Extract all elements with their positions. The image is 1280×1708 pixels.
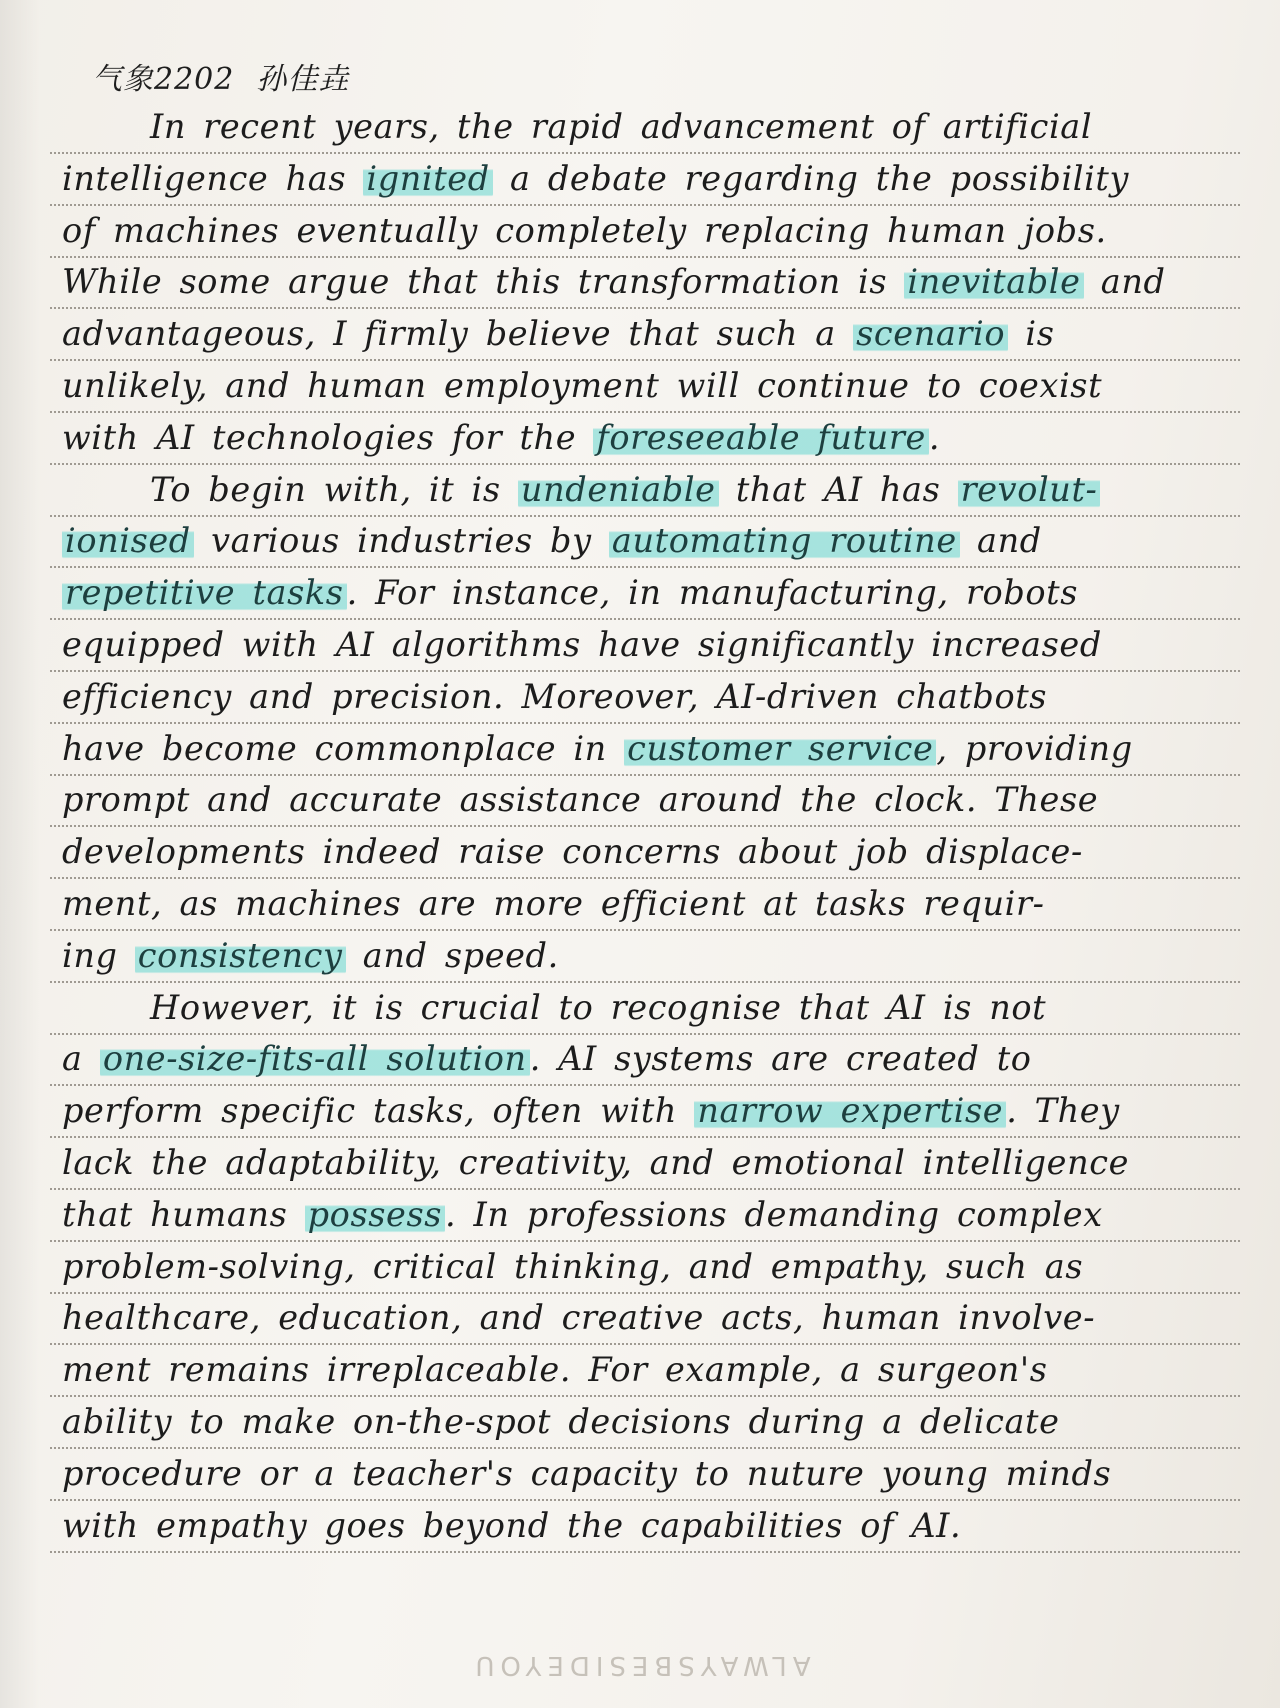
highlighted-phrase: possess: [305, 1195, 445, 1234]
text-segment: various industries by: [193, 521, 609, 561]
highlighted-phrase: scenario: [853, 314, 1008, 353]
essay-line: [50, 1343, 1240, 1397]
essay-line: [50, 463, 1240, 517]
text-segment: have become commonplace in: [62, 728, 625, 768]
text-segment: that humans: [62, 1194, 305, 1234]
text-segment: ment remains irreplaceable. For example, a surgeon's: [62, 1350, 1048, 1390]
essay-line: [50, 1395, 1240, 1449]
essay-line: [50, 100, 1240, 154]
text-segment: problem-solving, critical thinking, and empathy, such as: [62, 1246, 1084, 1286]
essay-line: [50, 1084, 1240, 1138]
text-segment: efficiency and precision. Moreover, AI-driven chatbots: [62, 676, 1048, 716]
essay-line: [50, 152, 1240, 206]
essay-line: [50, 877, 1240, 931]
footer-brand: ALWAYSBESIDEYOU: [469, 1650, 811, 1680]
highlighted-phrase: consistency: [135, 936, 346, 975]
essay-line: [50, 825, 1240, 879]
text-segment: advantageous, I firmly believe that such a: [62, 314, 854, 354]
essay-line: [50, 411, 1240, 465]
text-segment: ing: [62, 935, 135, 975]
essay-line: [50, 1136, 1240, 1190]
text-segment: a debate regarding the possibility: [492, 158, 1129, 198]
text-segment: a: [62, 1039, 100, 1079]
highlighted-phrase: revolut-: [958, 470, 1101, 509]
essay-line: [50, 773, 1240, 827]
essay-line: [50, 722, 1240, 776]
text-segment: ment, as machines are more efficient at tasks requir-: [62, 884, 1045, 923]
highlighted-phrase: ignited: [363, 159, 492, 198]
highlighted-phrase: ionised: [62, 521, 194, 560]
text-segment: healthcare, education, and creative acts, human involve-: [62, 1298, 1096, 1338]
text-segment: However, it is crucial to recognise that AI is not: [150, 987, 1047, 1027]
essay-line: [50, 1240, 1240, 1294]
text-segment: and speed.: [345, 935, 559, 975]
essay-line: [50, 255, 1240, 309]
text-segment: procedure or a teacher's capacity to nuture young minds: [62, 1453, 1112, 1493]
essay-line: [50, 204, 1240, 258]
essay-line: [50, 929, 1240, 983]
text-segment: . They: [1006, 1091, 1120, 1131]
essay-line: [50, 1188, 1240, 1242]
class-label: 气象2202: [92, 62, 235, 97]
essay-line: [50, 307, 1240, 361]
text-segment: developments indeed raise concerns about job displace-: [62, 832, 1083, 872]
essay-line: [50, 1447, 1240, 1501]
highlighted-phrase: narrow expertise: [694, 1091, 1006, 1130]
highlighted-phrase: undeniable: [518, 470, 719, 509]
essay-line: [50, 670, 1240, 724]
highlighted-phrase: repetitive tasks: [62, 573, 347, 612]
text-segment: equipped with AI algorithms have significantly increased: [62, 625, 1102, 664]
text-segment: To begin with, it is: [150, 469, 518, 509]
text-segment: unlikely, and human employment will continue to coexist: [62, 366, 1103, 405]
text-segment: that AI has: [718, 469, 958, 509]
essay-line: [50, 566, 1240, 620]
text-segment: is: [1008, 314, 1055, 354]
text-segment: In recent years, the rapid advancement of artificial: [150, 107, 1093, 146]
essay-line: [50, 618, 1240, 672]
text-segment: . For instance, in manufacturing, robots: [346, 573, 1078, 613]
essay-line: [50, 1032, 1240, 1086]
text-segment: While some argue that this transformation is: [62, 262, 905, 302]
text-segment: and: [959, 521, 1042, 561]
text-segment: prompt and accurate assistance around the clock. These: [62, 780, 1099, 820]
text-segment: and: [1083, 262, 1166, 302]
highlighted-phrase: customer service: [624, 729, 936, 768]
text-segment: lack the adaptability, creativity, and emotional intelligence: [62, 1143, 1130, 1182]
text-segment: perform specific tasks, often with: [62, 1091, 695, 1131]
text-segment: .: [928, 417, 941, 457]
text-segment: with AI technologies for the: [62, 417, 594, 457]
text-segment: ability to make on-the-spot decisions during a delicate: [62, 1402, 1060, 1441]
highlighted-phrase: inevitable: [904, 262, 1083, 301]
highlighted-phrase: one-size-fits-all solution: [100, 1039, 530, 1078]
highlighted-phrase: foreseeable future: [593, 418, 929, 457]
text-segment: . In professions demanding complex: [445, 1194, 1103, 1234]
text-segment: . AI systems are created to: [529, 1039, 1032, 1079]
essay-line: [50, 514, 1240, 568]
essay-line: [50, 1291, 1240, 1345]
text-segment: with empathy goes beyond the capabilities of AI.: [62, 1505, 962, 1545]
essay-line: [50, 1499, 1240, 1553]
highlighted-phrase: automating routine: [609, 521, 960, 560]
essay-line: [50, 359, 1240, 413]
student-name: 孙佳垚: [256, 62, 350, 97]
text-segment: , providing: [936, 728, 1133, 768]
essay-line: [50, 981, 1240, 1035]
text-segment: of machines eventually completely replacing human jobs.: [62, 210, 1107, 250]
text-segment: intelligence has: [62, 158, 364, 198]
